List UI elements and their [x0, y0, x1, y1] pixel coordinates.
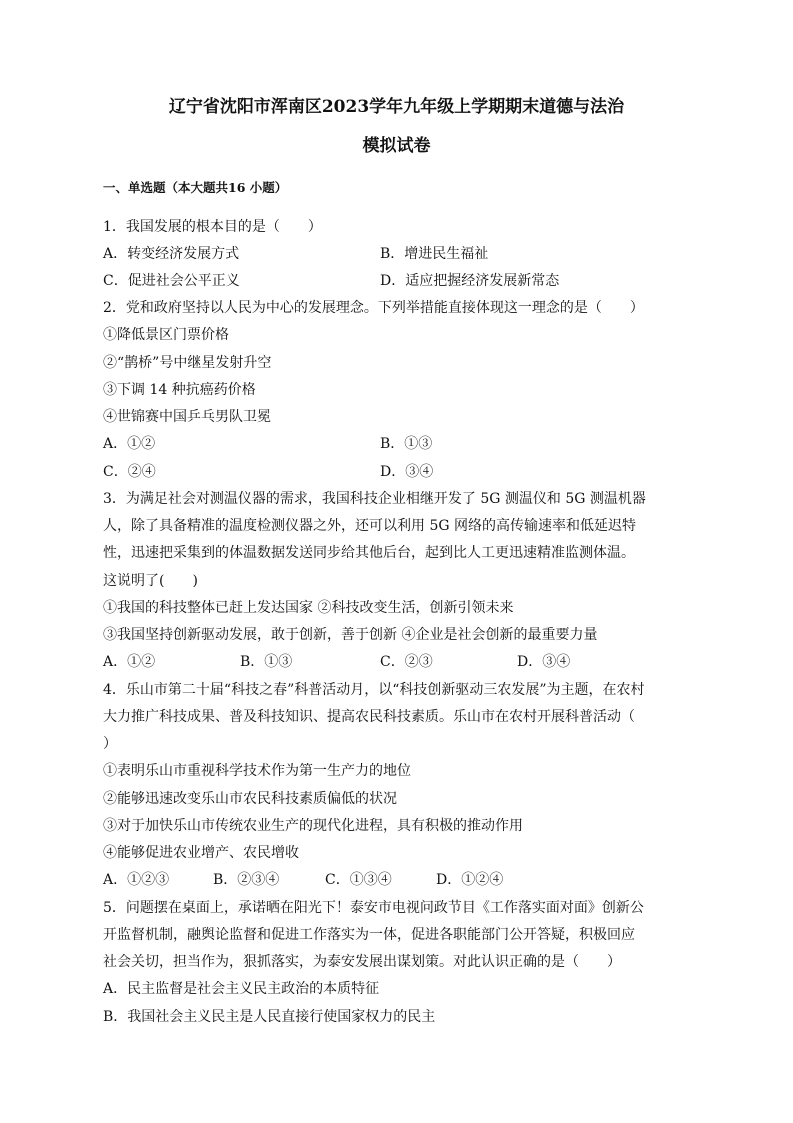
- q4-statement-1: ①表明乐山市重视科学技术作为第一生产力的地位: [103, 763, 411, 779]
- q3-statements-1-2: ①我国的科技整体已赶上发达国家 ②科技改变生活，创新引领未来: [103, 600, 514, 616]
- q1-option-a: A．转变经济发展方式: [103, 246, 240, 262]
- q2-statement-2: ②“鹊桥”号中继星发射升空: [103, 355, 272, 371]
- q2-option-a: A．①②: [103, 436, 156, 452]
- exam-subtitle: 模拟试卷: [362, 136, 431, 156]
- q3-statements-3-4: ③我国坚持创新驱动发展，敢于创新，善于创新 ④企业是社会创新的最重要力量: [103, 627, 598, 643]
- question-2-stem: 2．党和政府坚持以人民为中心的发展理念。下列举措能直接体现这一理念的是（ ）: [103, 300, 644, 316]
- q3-option-b: B．①③: [240, 654, 293, 670]
- q4-option-a: A．①②③: [103, 872, 170, 888]
- question-5-line-2: 开监督机制，融舆论监督和促进工作落实为一体，促进各职能部门公开答疑，积极回应: [103, 927, 635, 943]
- q4-statement-3: ③对于加快乐山市传统农业生产的现代化进程，具有积极的推动作用: [103, 818, 523, 834]
- question-4-line-2: 大力推广科技成果、普及科技知识、提高农民科技素质。乐山市在农村开展科普活动（: [103, 709, 635, 725]
- q4-statement-4: ④能够促进农业增产、农民增收: [103, 845, 299, 861]
- q4-option-d: D．①②④: [436, 872, 504, 888]
- question-3-line-1: 3．为满足社会对测温仪器的需求，我国科技企业相继开发了 5G 测温仪和 5G 测温机器: [103, 491, 646, 507]
- q4-statement-2: ②能够迅速改变乐山市农民科技素质偏低的状况: [103, 791, 397, 807]
- question-3-line-2: 人，除了具备精准的温度检测仪器之外，还可以利用 5G 网络的高传输速率和低延迟特: [103, 518, 636, 534]
- q3-option-c: C．②③: [380, 654, 433, 670]
- q5-option-a: A．民主监督是社会主义民主政治的本质特征: [103, 981, 380, 997]
- q2-option-d: D．③④: [380, 464, 434, 480]
- q2-statement-1: ①降低景区门票价格: [103, 327, 229, 343]
- question-4-line-3: ）: [103, 736, 117, 752]
- q1-option-c: C．促进社会公平正义: [103, 273, 240, 289]
- q1-option-b: B．增进民生福祉: [380, 246, 489, 262]
- question-1-stem: 1．我国发展的根本目的是（ ）: [103, 219, 322, 235]
- q1-option-d: D．适应把握经济发展新常态: [380, 273, 560, 289]
- exam-title: 辽宁省沈阳市浑南区2023学年九年级上学期期末道德与法治: [168, 97, 625, 117]
- question-3-line-3: 性，迅速把采集到的体温数据发送同步给其他后台，起到比人工更迅速精准监测体温。: [103, 545, 635, 561]
- q4-option-c: C．①③④: [325, 872, 392, 888]
- q2-statement-4: ④世锦赛中国乒乓男队卫冕: [103, 409, 271, 425]
- q4-option-b: B．②③④: [213, 872, 280, 888]
- q3-option-a: A．①②: [103, 654, 156, 670]
- section-heading: 一、单选题（本大题共16 小题）: [103, 180, 288, 195]
- question-5-line-1: 5．问题摆在桌面上，承诺晒在阳光下！泰安市电视问政节目《工作落实面对面》创新公: [103, 900, 644, 916]
- question-5-line-3: 社会关切，担当作为，狠抓落实，为泰安发展出谋划策。对此认识正确的是（ ）: [103, 954, 621, 970]
- q2-option-b: B．①③: [380, 436, 433, 452]
- question-3-line-4: 这说明了( ): [103, 573, 198, 589]
- q5-option-b: B．我国社会主义民主是人民直接行使国家权力的民主: [103, 1009, 436, 1025]
- q2-option-c: C．②④: [103, 464, 156, 480]
- q2-statement-3: ③下调 14 种抗癌药价格: [103, 382, 256, 398]
- q3-option-d: D．③④: [517, 654, 571, 670]
- question-4-line-1: 4．乐山市第二十届“科技之春”科普活动月，以“科技创新驱动三农发展”为主题，在农村: [103, 682, 645, 698]
